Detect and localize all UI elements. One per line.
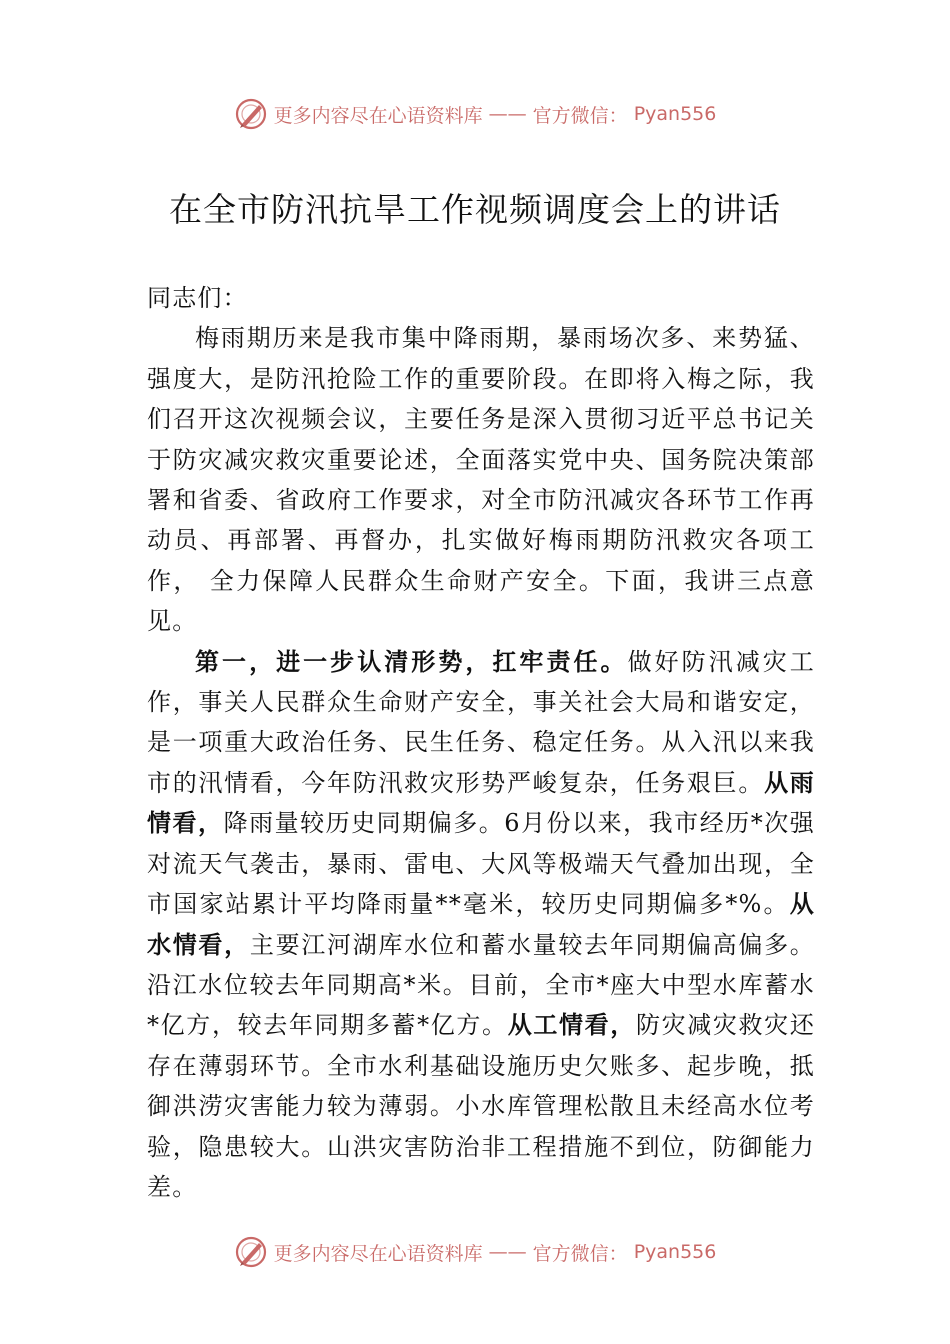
watermark-wechat-label: 官方微信：	[532, 1242, 628, 1265]
emphasis-rain: 从雨情看，	[147, 768, 815, 838]
paragraph-text: 主要江河湖库水位和蓄水量较去年同期偏高偏多。沿江水位较去年同期高*米。目前，全市*座大中型水库蓄水*亿方，较去年同期多蓄*亿方。	[147, 930, 815, 1040]
emphasis-water: 从水情看，	[147, 890, 815, 959]
paragraph-text: 梅雨期历来是我市集中降雨期，暴雨场次多、来势猛、强度大，是防汛抢险工作的重要阶段。在即将入梅之际，我们召开这次视频会议，主要任务是深入贯彻习近平总书记关于防灾减灾救灾重要论述，全面落实党中央、国务院决策部署和省委、省政府工作要求，对全市防汛减灾各环节工作再动员、再部署、再督办，扎实做好梅雨期防汛救灾各项工作， 全力保障人民群众生命财产安全。下面，我讲三点意见。	[147, 324, 815, 636]
watermark-dash: ——	[488, 103, 527, 125]
paragraph-text: 做好防汛减灾工作，事关人民群众生命财产安全，事关社会大局和谐安定，是一项重大政治任务、民生任务、稳定任务。从入汛以来我市的汛情看，今年防汛救灾形势严峻复杂，任务艰巨。	[147, 647, 815, 797]
emphasis-works: 从工情看，	[507, 1011, 636, 1040]
watermark-wechat-id: Pyan556	[633, 1241, 717, 1263]
document-body	[147, 278, 815, 1207]
paragraph-text: 防灾减灾救灾还存在薄弱环节。全市水利基础设施历史欠账多、起步晚，抵御洪涝灾害能力较为薄弱。小水库管理松散且未经高水位考验，隐患较大。山洪灾害防治非工程措施不到位，防御能力差。	[147, 1011, 816, 1201]
section-heading: 第一，进一步认清形势，扛牢责任。	[195, 647, 628, 676]
watermark-wechat-label: 官方微信：	[532, 104, 628, 127]
paragraph-intro	[147, 318, 815, 641]
watermark-text: 更多内容尽在心语资料库	[273, 104, 483, 127]
watermark-footer	[0, 1230, 950, 1274]
pen-seal-logo-icon	[234, 97, 268, 131]
salutation: 同志们：	[147, 284, 248, 312]
paragraph-section-one	[147, 642, 815, 1208]
watermark-text: 更多内容尽在心语资料库	[273, 1242, 483, 1265]
watermark-header	[0, 92, 950, 136]
document-title: 在全市防汛抗旱工作视频调度会上的讲话	[169, 190, 781, 229]
watermark-dash: ——	[488, 1241, 527, 1263]
paragraph-text: 降雨量较历史同期偏多。6月份以来，我市经历*次强对流天气袭击，暴雨、雷电、大风等极端天气叠加出现，全市国家站累计平均降雨量**毫米，较历史同期偏多*%。	[147, 809, 815, 919]
pen-seal-logo-icon	[234, 1235, 268, 1269]
watermark-wechat-id: Pyan556	[633, 103, 717, 125]
